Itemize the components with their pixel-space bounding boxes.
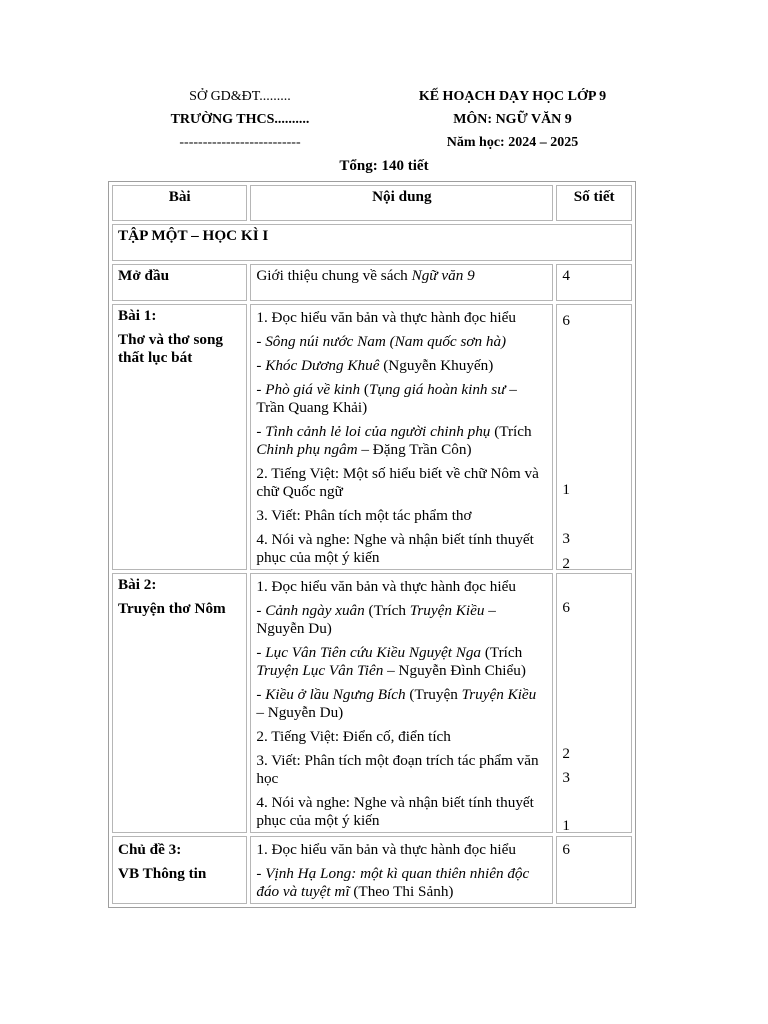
period-count: 3: [562, 530, 570, 547]
book-title: Ngữ văn 9: [411, 267, 475, 284]
content-item: 2. Tiếng Việt: Một số hiểu biết về chữ Nôm và chữ Quốc ngữ: [256, 465, 539, 500]
column-header-periods: Số tiết: [556, 185, 632, 221]
content-item: 3. Viết: Phân tích một đoạn trích tác phẩm văn học: [256, 752, 539, 787]
periods-lesson-1: [556, 304, 632, 570]
total-periods: Tổng: 140 tiết: [339, 158, 429, 174]
content-item: - Tình cảnh lẻ loi của người chinh phụ (Trích Chinh phụ ngâm – Đặng Trần Côn): [256, 423, 532, 458]
content-item: - Sông núi nước Nam (Nam quốc sơn hà): [256, 333, 507, 350]
content-item: 1. Đọc hiểu văn bản và thực hành đọc hiểu: [256, 309, 516, 326]
table-row: [112, 573, 632, 833]
period-count: 6: [562, 599, 570, 616]
content-item: - Vịnh Hạ Long: một kì quan thiên nhiên độc đáo và tuyệt mĩ (Theo Thi Sảnh): [256, 865, 530, 900]
period-count: 3: [562, 769, 570, 786]
department-label: SỞ GD&ĐT.........: [189, 89, 291, 104]
lesson-number: Bài 1:: [118, 307, 157, 324]
period-count: 1: [562, 817, 570, 834]
content-topic-3: [250, 836, 553, 904]
periods-intro: 4: [556, 264, 632, 301]
period-count: 2: [562, 555, 570, 572]
period-count: 2: [562, 745, 570, 762]
content-item: 1. Đọc hiểu văn bản và thực hành đọc hiểu: [256, 841, 516, 858]
subject-title: MÔN: NGỮ VĂN 9: [453, 112, 572, 127]
table-header-row: [112, 185, 632, 221]
content-lesson-2: [250, 573, 553, 833]
content-item: 4. Nói và nghe: Nghe và nhận biết tính thuyết phục của một ý kiến: [256, 531, 534, 566]
section-title: TẬP MỘT – HỌC KÌ I: [112, 224, 632, 261]
section-row: [112, 224, 632, 261]
period-count: 1: [562, 481, 570, 498]
content-item: - Lục Vân Tiên cứu Kiều Nguyệt Nga (Trích Truyện Lục Vân Tiên – Nguyễn Đình Chiểu): [256, 644, 526, 679]
content-item: - Khóc Dương Khuê (Nguyễn Khuyến): [256, 357, 494, 374]
lesson-2: [112, 573, 247, 833]
content-item: 4. Nói và nghe: Nghe và nhận biết tính thuyết phục của một ý kiến: [256, 794, 534, 829]
plan-title: KẾ HOẠCH DẠY HỌC LỚP 9: [418, 89, 607, 104]
content-item: - Cảnh ngày xuân (Trích Truyện Kiều – Nguyễn Du): [256, 602, 496, 637]
table-row: [112, 264, 632, 301]
column-header-lesson: Bài: [112, 185, 247, 221]
teaching-plan-table: [108, 181, 636, 908]
topic-3: [112, 836, 247, 904]
topic-number: Chủ đề 3:: [118, 841, 182, 858]
lesson-title: Thơ và thơ song thất lục bát: [118, 331, 224, 366]
table-row: [112, 836, 632, 904]
periods-topic-3: [556, 836, 632, 904]
lesson-1: [112, 304, 247, 570]
content-item: 1. Đọc hiểu văn bản và thực hành đọc hiểu: [256, 578, 516, 595]
content-item: - Kiều ở lầu Ngưng Bích (Truyện Truyện Kiều – Nguyễn Du): [256, 686, 537, 721]
topic-title: VB Thông tin: [118, 865, 207, 882]
content-intro: Giới thiệu chung về sách Ngữ văn 9: [250, 264, 553, 301]
content-item: 3. Viết: Phân tích một tác phẩm thơ: [256, 507, 472, 524]
header-divider: --------------------------: [179, 135, 301, 150]
content-item: - Phò giá về kinh (Tụng giá hoàn kinh sư – Trần Quang Khải): [256, 381, 517, 416]
lesson-number: Bài 2:: [118, 576, 157, 593]
period-count: 6: [562, 312, 570, 329]
lesson-intro: Mở đầu: [112, 264, 247, 301]
school-label: TRƯỜNG THCS..........: [170, 112, 310, 127]
content-item: 2. Tiếng Việt: Điển cố, điển tích: [256, 728, 451, 745]
column-header-content: Nội dung: [250, 185, 553, 221]
periods-lesson-2: [556, 573, 632, 833]
school-year: Năm học: 2024 – 2025: [446, 135, 579, 150]
lesson-title: Truyện thơ Nôm: [118, 600, 226, 617]
period-count: 6: [562, 841, 570, 858]
content-lesson-1: [250, 304, 553, 570]
table-row: [112, 304, 632, 570]
